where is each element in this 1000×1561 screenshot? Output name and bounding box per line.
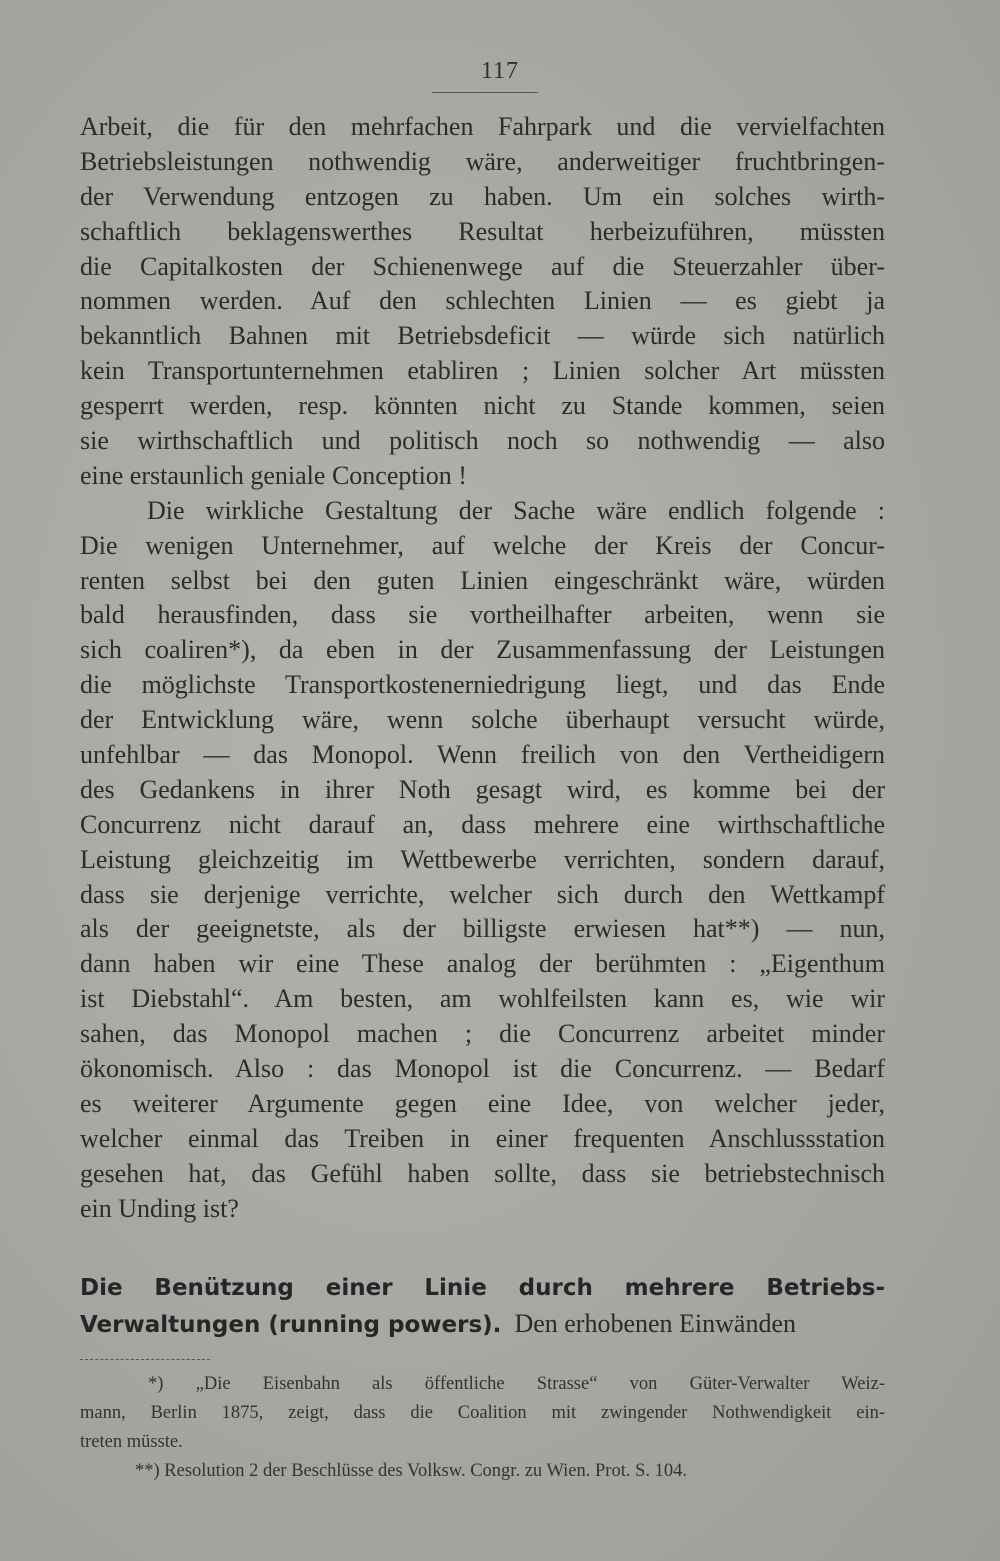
- section-heading-title-end: Verwaltungen (running powers).: [80, 1312, 502, 1338]
- footnote-1-line: treten müsste.: [80, 1432, 183, 1452]
- body-line: dann haben wir eine These analog der berühmten : „Eigenthum: [80, 949, 885, 979]
- section-heading-line: Die Benützung einer Linie durch mehrere Betriebs-: [80, 1275, 885, 1301]
- body-line: schaftlich beklagenswerthes Resultat herbeizuführen, müssten: [80, 216, 885, 246]
- body-line: sahen, das Monopol machen ; die Concurrenz arbeitet minder: [80, 1019, 885, 1049]
- body-line: die möglichste Transportkostenerniedrigung liegt, und das Ende: [80, 670, 885, 700]
- body-line: sich coaliren*), da eben in der Zusammenfassung der Leistungen: [80, 635, 885, 665]
- body-line: Betriebsleistungen nothwendig wäre, anderweitiger fruchtbringen-: [80, 146, 885, 176]
- body-line: ökonomisch. Also : das Monopol ist die Concurrenz. — Bedarf: [80, 1054, 885, 1084]
- body-line: Concurrenz nicht darauf an, dass mehrere eine wirthschaftliche: [80, 809, 885, 839]
- paragraph-start-line: Die wirkliche Gestaltung der Sache wäre endlich folgende :: [147, 495, 885, 525]
- body-line: kein Transportunternehmen etabliren ; Linien solcher Art müssten: [80, 356, 885, 386]
- body-line: bekanntlich Bahnen mit Betriebsdeficit — würde sich natürlich: [80, 321, 885, 351]
- body-line: gesehen hat, das Gefühl haben sollte, dass sie betriebstechnisch: [80, 1158, 885, 1188]
- body-line: welcher einmal das Treiben in einer frequenten Anschlussstation: [80, 1123, 885, 1153]
- body-line: renten selbst bei den guten Linien eingeschränkt wäre, würden: [80, 565, 885, 595]
- body-line: es weiterer Argumente gegen eine Idee, von welcher jeder,: [80, 1088, 885, 1118]
- body-line: ein Unding ist?: [80, 1193, 239, 1223]
- body-line: gesperrt werden, resp. könnten nicht zu Stande kommen, seien: [80, 391, 885, 421]
- body-line: Leistung gleichzeitig im Wettbewerbe verrichten, sondern darauf,: [80, 844, 885, 874]
- body-line: als der geeignetste, als der billigste erwiesen hat**) — nun,: [80, 914, 885, 944]
- body-line: sie wirthschaftlich und politisch noch so nothwendig — also: [80, 426, 885, 456]
- body-line: die Capitalkosten der Schienenwege auf die Steuerzahler über-: [80, 251, 885, 281]
- footnotes: [80, 1370, 885, 1486]
- footnote-separator: [80, 1359, 210, 1360]
- section-continuation-text: Den erhobenen Einwänden: [514, 1309, 796, 1338]
- footnote-2: **) Resolution 2 der Beschlüsse des Volksw. Congr. zu Wien. Prot. S. 104.: [135, 1461, 688, 1481]
- body-line: Arbeit, die für den mehrfachen Fahrpark und die vervielfachten: [80, 112, 885, 141]
- body-text: [80, 110, 885, 1227]
- body-line: bald herausfinden, dass sie vortheilhafter arbeiten, wenn sie: [80, 600, 885, 630]
- footnote-1-line: *) „Die Eisenbahn als öffentliche Strasse“ von Güter-Verwalter Weiz-: [148, 1374, 885, 1394]
- body-line: nommen werden. Auf den schlechten Linien — es giebt ja: [80, 286, 885, 316]
- page-number: 117: [480, 58, 520, 84]
- body-line: dass sie derjenige verrichte, welcher sich durch den Wettkampf: [80, 879, 885, 909]
- body-line: eine erstaunlich geniale Conception !: [80, 460, 467, 490]
- body-line: ist Diebstahl“. Am besten, am wohlfeilsten kann es, wie wir: [80, 984, 885, 1014]
- footnote-1-line: mann, Berlin 1875, zeigt, dass die Coalition mit zwingender Nothwendigkeit ein-: [80, 1403, 885, 1423]
- body-line: der Entwicklung wäre, wenn solche überhaupt versucht würde,: [80, 705, 885, 735]
- page-number-rule: [432, 92, 538, 93]
- body-line: Die wenigen Unternehmer, auf welche der Kreis der Concur-: [80, 530, 885, 560]
- body-line: unfehlbar — das Monopol. Wenn freilich von den Vertheidigern: [80, 740, 885, 770]
- section-heading-block: [80, 1270, 885, 1342]
- body-line: des Gedankens in ihrer Noth gesagt wird, es komme bei der: [80, 774, 885, 804]
- body-line: der Verwendung entzogen zu haben. Um ein solches wirth-: [80, 181, 885, 211]
- section-heading-line-2: [80, 1306, 885, 1342]
